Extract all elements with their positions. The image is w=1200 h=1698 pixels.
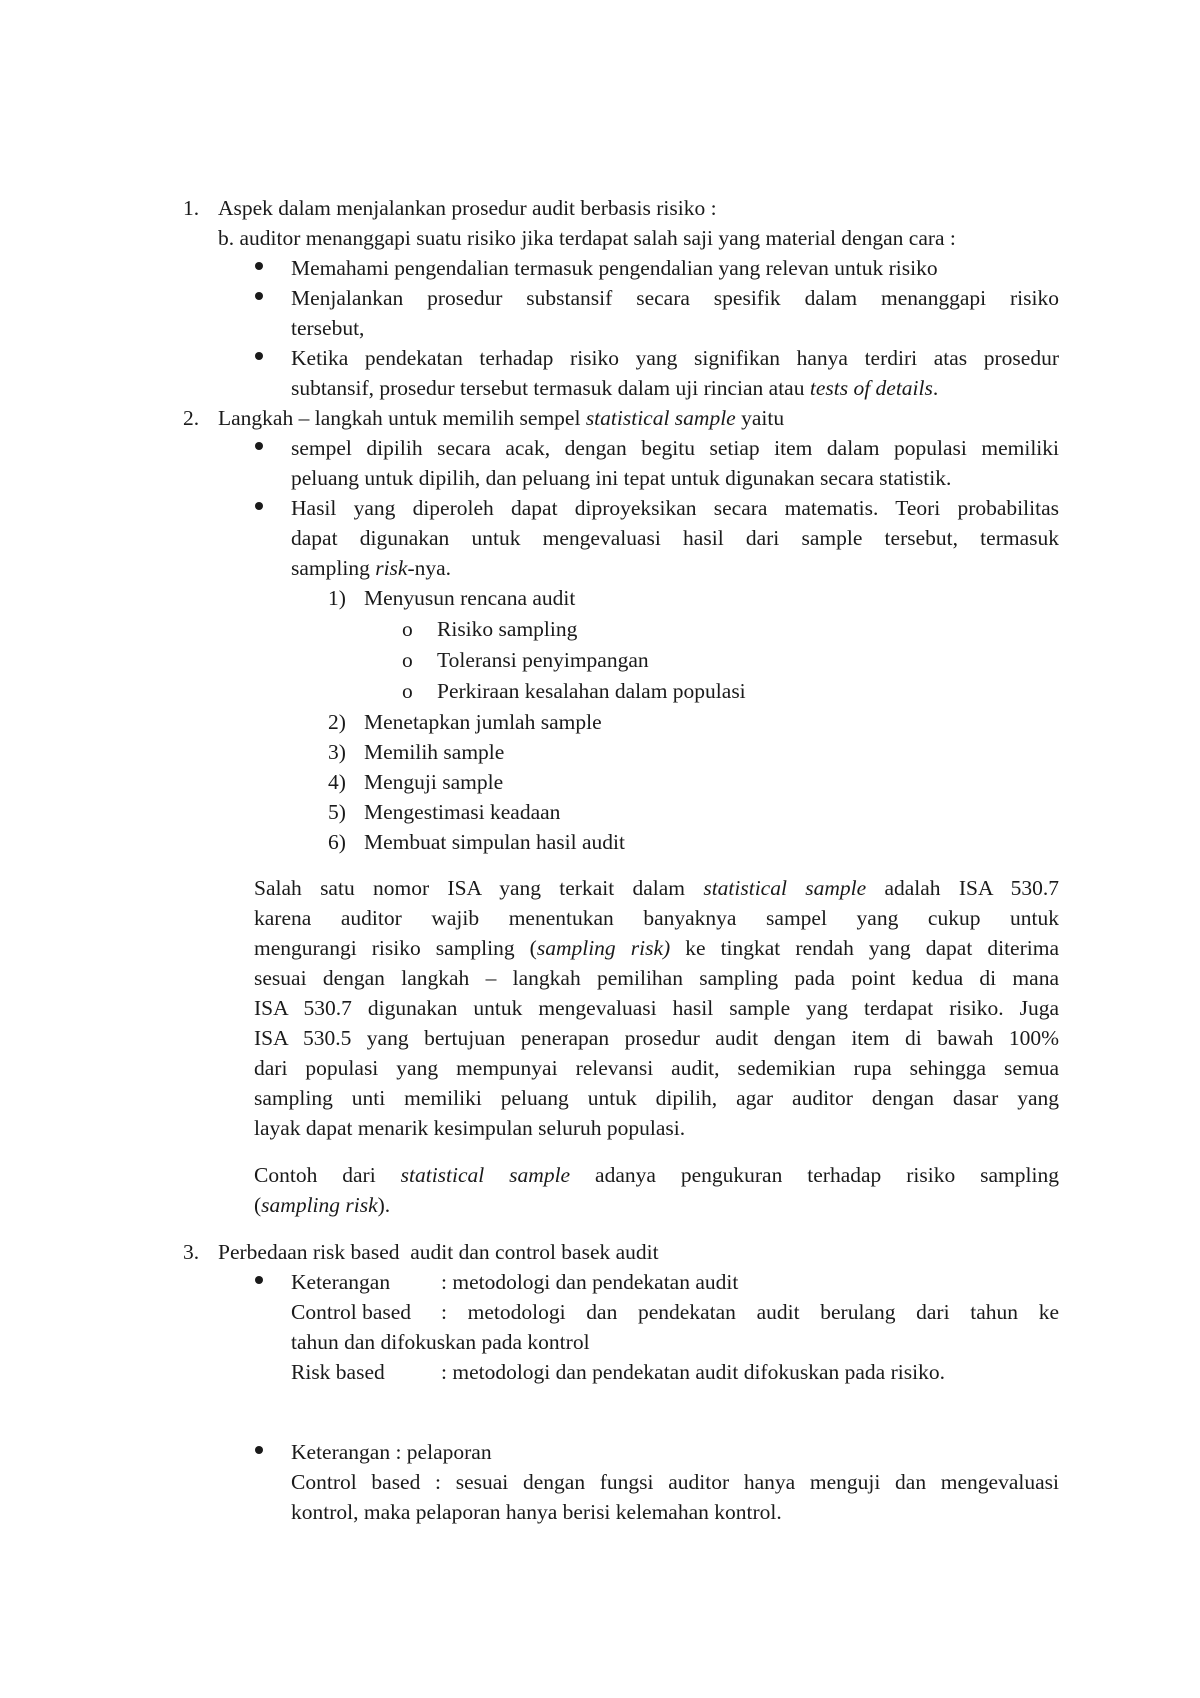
item-1-bullet-3-line-2: subtansif, prosedur tersebut termasuk dalam uji rincian atau tests of details.: [291, 376, 939, 400]
bullet-icon: [255, 352, 263, 360]
paragraph-2-line-2: (sampling risk).: [254, 1193, 391, 1217]
risk-based-label: Risk based: [291, 1360, 385, 1384]
paragraph-1-line-6: ISA 530.5 yang bertujuan penerapan prosedur audit dengan item di bawah 100%: [254, 1026, 1059, 1050]
bullet-icon: [255, 502, 263, 510]
paragraph-1-line-8: sampling unti memiliki peluang untuk dipilih, agar auditor dengan dasar yang: [254, 1086, 1059, 1110]
step-number: 4): [328, 770, 346, 794]
risk-based-value: : metodologi dan pendekatan audit difokuskan pada risiko.: [441, 1360, 945, 1384]
item-1-bullet-3-line-1: Ketika pendekatan terhadap risiko yang signifikan hanya terdiri atas prosedur: [291, 346, 1059, 370]
step-text: Membuat simpulan hasil audit: [364, 830, 625, 854]
item-2-bullet-2-line-2: dapat digunakan untuk mengevaluasi hasil dari sample tersebut, termasuk: [291, 526, 1059, 550]
sub-item: Risiko sampling: [437, 617, 578, 641]
step-number: 5): [328, 800, 346, 824]
step-number: 6): [328, 830, 346, 854]
step-text: Menetapkan jumlah sample: [364, 710, 602, 734]
item-1-bullet-1: Memahami pengendalian termasuk pengendalian yang relevan untuk risiko: [291, 256, 938, 280]
bullet-icon: [255, 262, 263, 270]
step-text: Menguji sample: [364, 770, 504, 794]
step-number: 1): [328, 586, 346, 610]
bullet-icon: [255, 442, 263, 450]
control-based-value-line-1: : metodologi dan pendekatan audit berulang dari tahun ke: [441, 1300, 1059, 1324]
control-based-label: Control based: [291, 1300, 412, 1324]
control-based-pelaporan-line-2: kontrol, maka pelaporan hanya berisi kelemahan kontrol.: [291, 1500, 782, 1524]
step-text: Menyusun rencana audit: [364, 586, 576, 610]
item-2-heading: Langkah – langkah untuk memilih sempel statistical sample yaitu: [218, 406, 785, 430]
paragraph-2-line-1: Contoh dari statistical sample adanya pengukuran terhadap risiko sampling: [254, 1163, 1059, 1187]
sub-marker: o: [402, 648, 413, 672]
paragraph-1-line-2: karena auditor wajib menentukan banyaknya sampel yang cukup untuk: [254, 906, 1059, 930]
sub-item: Toleransi penyimpangan: [437, 648, 649, 672]
list-number-3: 3.: [183, 1240, 200, 1264]
sub-item: Perkiraan kesalahan dalam populasi: [437, 679, 746, 703]
paragraph-1-line-9: layak dapat menarik kesimpulan seluruh populasi.: [254, 1116, 686, 1140]
bullet-icon: [255, 292, 263, 300]
bullet-icon: [255, 1276, 263, 1284]
item-1-bullet-2-line-1: Menjalankan prosedur substansif secara spesifik dalam menanggapi risiko: [291, 286, 1059, 310]
item-1-heading: Aspek dalam menjalankan prosedur audit berbasis risiko :: [218, 196, 717, 220]
keterangan-label: Keterangan: [291, 1270, 391, 1294]
step-number: 3): [328, 740, 346, 764]
paragraph-1-line-1: Salah satu nomor ISA yang terkait dalam statistical sample adalah ISA 530.7: [254, 876, 1059, 900]
paragraph-1-line-4: sesuai dengan langkah – langkah pemilihan sampling pada point kedua di mana: [254, 966, 1059, 990]
item-2-bullet-2-line-1: Hasil yang diperoleh dapat diproyeksikan secara matematis. Teori probabilitas: [291, 496, 1059, 520]
keterangan-pelaporan: Keterangan : pelaporan: [291, 1440, 492, 1464]
item-1-sub-b: b. auditor menanggapi suatu risiko jika terdapat salah saji yang material dengan cara :: [218, 226, 956, 250]
paragraph-1-line-7: dari populasi yang mempunyai relevansi audit, sedemikian rupa sehingga semua: [254, 1056, 1059, 1080]
item-2-bullet-1-line-1: sempel dipilih secara acak, dengan begitu setiap item dalam populasi memiliki: [291, 436, 1059, 460]
item-3-heading: Perbedaan risk based audit dan control basek audit: [218, 1240, 659, 1264]
paragraph-1-line-3: mengurangi risiko sampling (sampling risk) ke tingkat rendah yang dapat diterima: [254, 936, 1060, 960]
item-2-bullet-2-line-3: sampling risk-nya.: [291, 556, 452, 580]
item-1-bullet-2-line-2: tersebut,: [291, 316, 365, 340]
bullet-icon: [255, 1446, 263, 1454]
sub-marker: o: [402, 679, 413, 703]
step-text: Mengestimasi keadaan: [364, 800, 561, 824]
sub-marker: o: [402, 617, 413, 641]
list-number-1: 1.: [183, 196, 200, 220]
control-based-value-line-2: tahun dan difokuskan pada kontrol: [291, 1330, 590, 1354]
list-number-2: 2.: [183, 406, 200, 430]
keterangan-value: : metodologi dan pendekatan audit: [441, 1270, 739, 1294]
item-2-bullet-1-line-2: peluang untuk dipilih, dan peluang ini tepat untuk digunakan secara statistik.: [291, 466, 952, 490]
control-based-pelaporan-line-1: Control based : sesuai dengan fungsi auditor hanya menguji dan mengevaluasi: [291, 1470, 1059, 1494]
paragraph-1-line-5: ISA 530.7 digunakan untuk mengevaluasi hasil sample yang terdapat risiko. Juga: [254, 996, 1059, 1020]
step-number: 2): [328, 710, 346, 734]
step-text: Memilih sample: [364, 740, 505, 764]
